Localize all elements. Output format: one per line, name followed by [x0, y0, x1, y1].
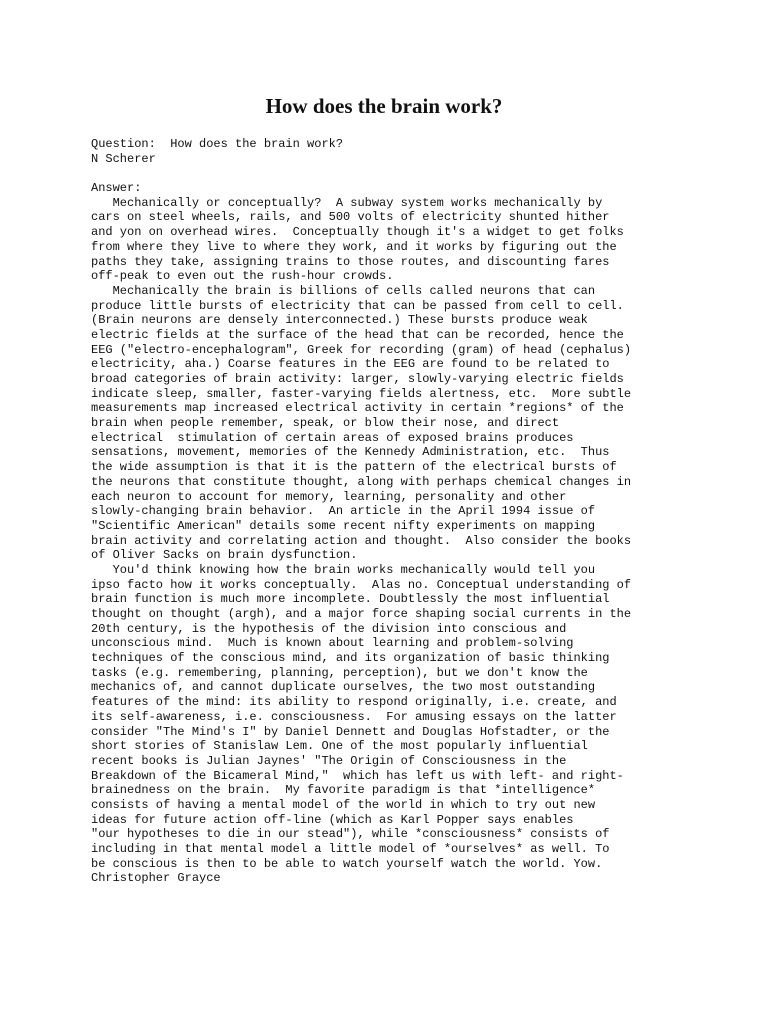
- text-line: "Scientific American" details some recent nifty experiments on mapping: [91, 518, 596, 533]
- text-line: Question: How does the brain work?: [91, 137, 344, 151]
- text-line: indicate sleep, smaller, faster-varying fields alertness, etc. More subtle: [91, 386, 632, 401]
- text-line: slowly-changing brain behavior. An article in the April 1994 issue of: [91, 504, 596, 519]
- text-line: features of the mind: its ability to respond originally, i.e. create, and: [91, 695, 617, 710]
- text-line: thought on thought (argh), and a major force shaping social currents in the: [91, 607, 632, 621]
- text-line: paths they take, assigning trains to those routes, and discounting fares: [91, 254, 610, 269]
- text-line: of Oliver Sacks on brain dysfunction.: [91, 548, 358, 563]
- text-line: recent books is Julian Jaynes' "The Origin of Consciousness in the: [91, 753, 567, 768]
- text-line: consists of having a mental model of the world in which to try out new: [91, 797, 596, 812]
- document-title: How does the brain work?: [265, 94, 503, 118]
- text-line: N Scherer: [91, 151, 156, 166]
- text-line: consider "The Mind's I" by Daniel Dennett and Douglas Hofstadter, or the: [91, 724, 610, 739]
- text-line: unconscious mind. Much is known about learning and problem-solving: [91, 636, 574, 651]
- text-line: Mechanically the brain is billions of cells called neurons that can: [91, 283, 596, 298]
- text-line: short stories of Stanislaw Lem. One of the most popularly influential: [91, 739, 588, 754]
- text-line: brain function is much more incomplete. Doubtlessly the most influential: [91, 592, 610, 607]
- text-line: electricity, aha.) Coarse features in the EEG are found to be related to: [91, 357, 610, 372]
- text-line: each neuron to account for memory, learning, personality and other: [91, 489, 567, 504]
- text-line: tasks (e.g. remembering, planning, perception), but we don't know the: [91, 665, 588, 680]
- text-line: and yon on overhead wires. Conceptually though it's a widget to get folks: [91, 225, 624, 240]
- text-line: measurements map increased electrical activity in certain *regions* of the: [91, 401, 624, 416]
- text-line: its self-awareness, i.e. consciousness. For amusing essays on the latter: [91, 709, 617, 724]
- text-line: cars on steel wheels, rails, and 500 volts of electricity shunted hither: [91, 210, 610, 225]
- text-line: brain activity and correlating action and thought. Also consider the books: [91, 533, 632, 548]
- text-line: broad categories of brain activity: larger, slowly-varying electric fields: [91, 372, 624, 386]
- text-line: electric fields at the surface of the head that can be recorded, hence the: [91, 327, 624, 342]
- text-line: mechanics of, and cannot duplicate ourselves, the two most outstanding: [91, 680, 596, 695]
- text-line: 20th century, is the hypothesis of the division into conscious and: [91, 621, 567, 636]
- text-line: electrical stimulation of certain areas of exposed brains produces: [91, 430, 574, 445]
- text-line: techniques of the conscious mind, and its organization of basic thinking: [91, 651, 610, 666]
- text-line: ideas for future action off-line (which as Karl Popper says enables: [91, 812, 574, 827]
- text-line: including in that mental model a little model of *ourselves* as well. To: [91, 842, 610, 856]
- text-line: sensations, movement, memories of the Kennedy Administration, etc. Thus: [91, 445, 610, 460]
- text-line: Mechanically or conceptually? A subway system works mechanically by: [91, 195, 603, 210]
- document-body: [91, 137, 761, 886]
- text-line: be conscious is then to be able to watch yourself watch the world. Yow.: [91, 856, 603, 871]
- text-line: produce little bursts of electricity that can be passed from cell to cell.: [91, 298, 624, 313]
- text-line: brainedness on the brain. My favorite paradigm is that *intelligence*: [91, 783, 596, 798]
- text-line: EEG ("electro-encephalogram", Greek for recording (gram) of head (cephalus): [91, 342, 632, 357]
- text-line: brain when people remember, speak, or blow their nose, and direct: [91, 416, 560, 431]
- text-line: from where they live to where they work, and it works by figuring out the: [91, 239, 617, 254]
- text-line: ipso facto how it works conceptually. Alas no. Conceptual understanding of: [91, 577, 632, 592]
- text-line: the wide assumption is that it is the pattern of the electrical bursts of: [91, 460, 617, 475]
- text-line: [91, 166, 761, 181]
- text-line: off-peak to even out the rush-hour crowds.: [91, 269, 394, 284]
- text-line: "our hypotheses to die in our stead"), while *consciousness* consists of: [91, 827, 610, 842]
- text-line: You'd think knowing how the brain works mechanically would tell you: [91, 562, 596, 577]
- text-line: the neurons that constitute thought, along with perhaps chemical changes in: [91, 474, 632, 489]
- text-line: Answer:: [91, 181, 142, 196]
- text-line: Christopher Grayce: [91, 871, 221, 886]
- text-line: Breakdown of the Bicameral Mind," which has left us with left- and right-: [91, 768, 624, 783]
- text-line: (Brain neurons are densely interconnected.) These bursts produce weak: [91, 313, 588, 328]
